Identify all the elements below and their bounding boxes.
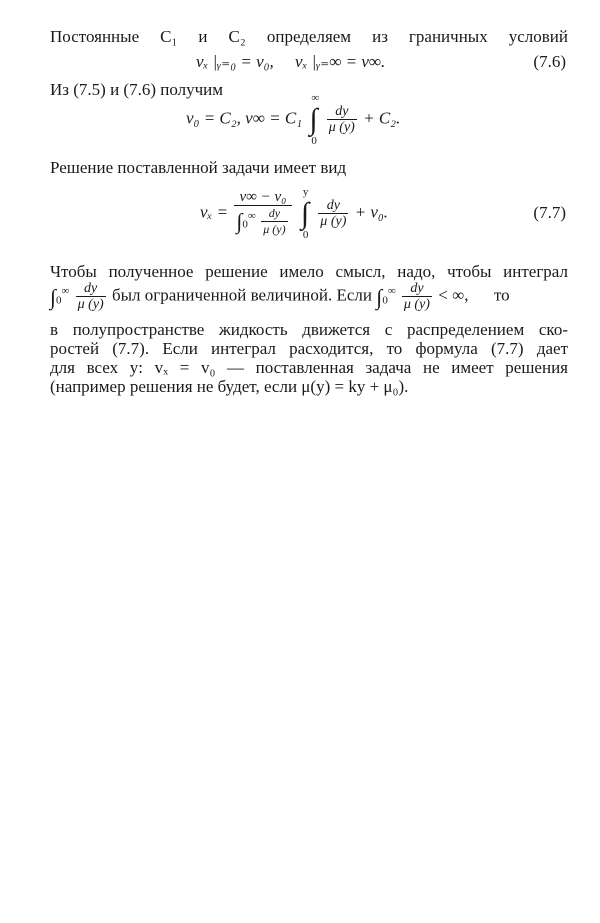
denominator-integral-upper: ∞ (247, 210, 256, 223)
inline-fraction-numerator: dy (76, 281, 106, 297)
denominator-integral-lower: 0 (242, 218, 248, 231)
equation-number-7-6: (7.6) (533, 52, 566, 71)
inline-integral-sign-2: ∫ (376, 284, 383, 310)
denominator-fraction-denominator: μ (y) (263, 222, 286, 236)
main-fraction-numerator: v∞ − v₀ (234, 190, 291, 206)
eq77-lhs: vₓ = (200, 202, 229, 222)
equation-boundary-values (186, 91, 401, 152)
para4-line2-text-c: то (493, 285, 510, 305)
para2-line: Из (7.5) и (7.6) получим (50, 80, 223, 99)
inline-integral-lower: 0 (56, 294, 62, 307)
equation-7-6 (196, 52, 385, 72)
para1-line: Постоянные C₁ и C₂ определяем из граничных условий (50, 27, 568, 46)
inline-integral-lower-2: 0 (382, 294, 388, 307)
para4-line3: в полупространстве жидкость движется с распределением ско- (50, 320, 568, 339)
fraction-denominator: μ (y) (328, 120, 355, 135)
para4-line2 (50, 281, 568, 317)
denominator-fraction-numerator: dy (261, 206, 287, 222)
fraction-numerator: dy (327, 104, 357, 120)
denominator-fraction (261, 206, 287, 237)
para3-line: Решение поставленной задачи имеет вид (50, 158, 347, 177)
eq77-tail: + v₀. (354, 202, 389, 222)
integral-lower-limit: 0 (302, 228, 309, 241)
para4-line5: для всех y: vₓ = v₀ — поставленная задача не имеет решения (50, 358, 568, 377)
integral-upper-limit: y (302, 185, 309, 198)
inline-integral-sign: ∫ (50, 284, 57, 310)
para4-line2-text-b: < ∞, (438, 285, 469, 305)
inline-integral-upper-2: ∞ (387, 285, 396, 297)
para4-line4: ростей (7.7). Если интеграл расходится, то формула (7.7) дает (50, 339, 568, 358)
fraction (327, 104, 357, 135)
inline-fraction-2 (402, 281, 432, 312)
denominator-integral-sign: ∫ (236, 208, 243, 234)
main-fraction (234, 190, 291, 237)
inline-integral-upper: ∞ (61, 285, 70, 297)
inline-fraction-denominator: μ (y) (77, 297, 104, 313)
para4-line6: (например решения не будет, если μ(y) = ky + μ₀). (50, 377, 409, 396)
para4-line1: Чтобы полученное решение имело смысл, надо, чтобы интеграл (50, 262, 568, 281)
para4-line2-text-a: был ограниченной величиной. Если (111, 285, 373, 305)
equation-number-7-7: (7.7) (533, 203, 566, 222)
integral-upper-limit: ∞ (311, 91, 320, 104)
inline-fraction-2-denominator: μ (y) (403, 297, 430, 313)
eq76-part2: vₓ |ᵧ₌∞ = v∞. (295, 52, 386, 71)
fraction-numerator: dy (318, 198, 348, 214)
inline-fraction-2-numerator: dy (402, 281, 432, 297)
eq-mid-part1: v₀ = C₂, v∞ = C₁ (186, 108, 303, 128)
fraction (318, 198, 348, 229)
eq76-part1: vₓ |ᵧ₌₀ = v₀, (196, 52, 274, 71)
integral-sign: ∫ ∞ 0 (309, 91, 320, 147)
main-fraction-denominator (234, 206, 291, 237)
equation-7-7 (200, 185, 389, 250)
integral-lower-limit: 0 (311, 134, 317, 147)
fraction-denominator: μ (y) (320, 214, 347, 229)
integral-sign: ∫ y 0 (300, 185, 310, 241)
inline-fraction (76, 281, 106, 312)
eq-mid-tail: + C₂. (363, 108, 401, 128)
